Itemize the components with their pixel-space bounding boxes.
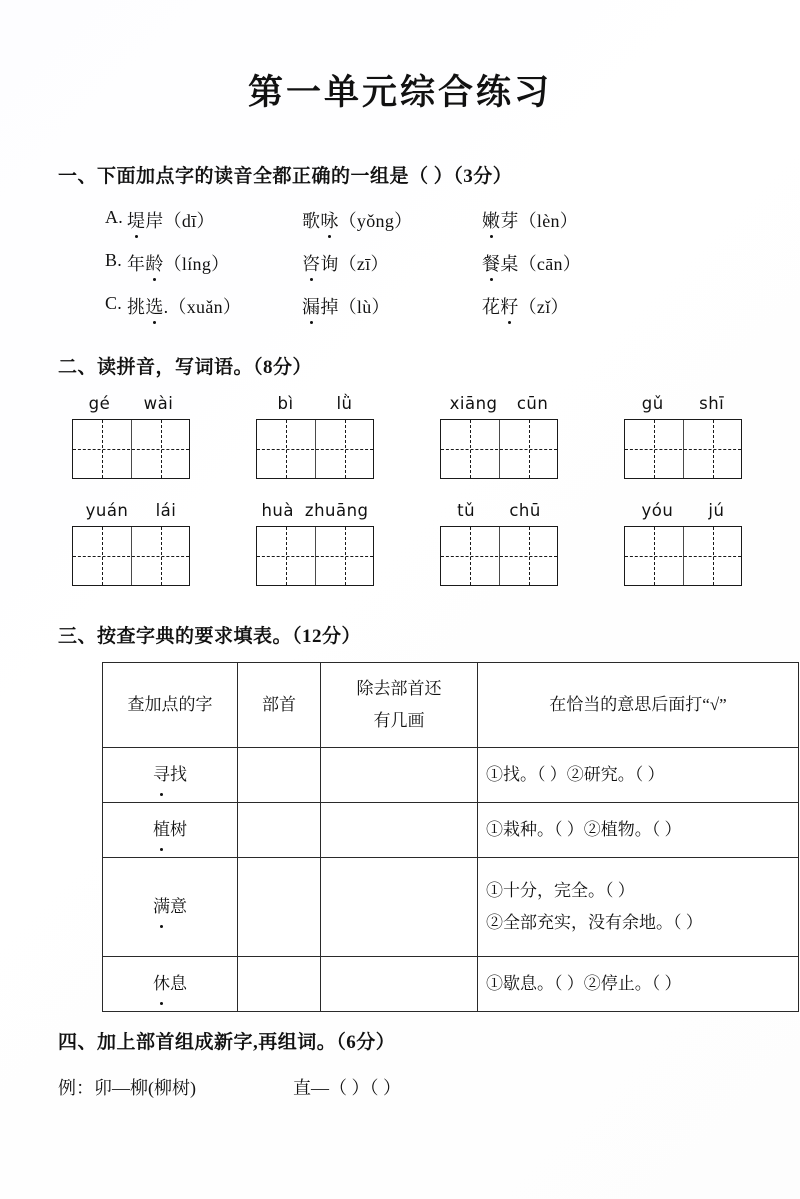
table-header-strokes bbox=[321, 662, 478, 747]
writing-grid-box[interactable] bbox=[624, 419, 742, 479]
option-c-item-1 bbox=[127, 293, 302, 319]
option-a-item-1 bbox=[127, 207, 302, 233]
table-cell-word bbox=[103, 747, 238, 802]
pinyin-label-5 bbox=[72, 501, 190, 521]
option-a-item-2-post: （yǒng） bbox=[338, 210, 413, 231]
pinyin-label-3 bbox=[440, 394, 558, 414]
option-a-item-2-dot: 咏 bbox=[320, 207, 338, 233]
table-row bbox=[103, 802, 799, 857]
table-header-row bbox=[103, 662, 799, 747]
writing-grid-cell[interactable] bbox=[131, 420, 189, 478]
writing-grid-cell[interactable] bbox=[683, 420, 741, 478]
table-cell-strokes-input[interactable] bbox=[321, 802, 478, 857]
pinyin-grid-group-7 bbox=[440, 501, 558, 586]
option-row-c bbox=[0, 293, 800, 319]
option-c-item-1-post: .（xuǎn） bbox=[163, 296, 242, 317]
option-letter-b: B. bbox=[105, 249, 123, 270]
table-row bbox=[103, 857, 799, 956]
table-cell-radical-input[interactable] bbox=[238, 802, 321, 857]
pinyin-syllable: lǜ bbox=[336, 394, 353, 414]
dictionary-lookup-table bbox=[102, 662, 799, 1012]
option-c-item-2-dot: 漏 bbox=[302, 293, 320, 319]
pinyin-syllable: yóu bbox=[641, 501, 674, 521]
section-four-example-row bbox=[0, 1074, 800, 1100]
pinyin-syllable: yuán bbox=[85, 501, 129, 521]
pinyin-grid-group-2 bbox=[256, 394, 374, 479]
page-title: 第一单元综合练习 bbox=[247, 73, 552, 112]
pinyin-grid-group-4 bbox=[624, 394, 742, 479]
writing-grid-box[interactable] bbox=[440, 419, 558, 479]
section-three bbox=[0, 624, 800, 1012]
writing-grid-box[interactable] bbox=[72, 419, 190, 479]
pinyin-syllable: lái bbox=[155, 501, 177, 521]
option-c-item-3-dot: 籽 bbox=[500, 293, 518, 319]
pinyin-syllable: gǔ bbox=[641, 394, 664, 414]
option-a-item-3 bbox=[482, 207, 578, 233]
option-c-item-3 bbox=[482, 293, 569, 319]
option-row-a bbox=[0, 207, 800, 233]
pinyin-label-7 bbox=[440, 501, 558, 521]
writing-grid-cell[interactable] bbox=[683, 527, 741, 585]
section-four-heading: 四、加上部首组成新字,再组词。（6分） bbox=[58, 1031, 396, 1053]
writing-grid-cell[interactable] bbox=[499, 527, 557, 585]
option-b-item-2-dot: 咨 bbox=[302, 250, 320, 276]
table-header-strokes-line2: 有几画 bbox=[373, 710, 425, 730]
writing-grid-box[interactable] bbox=[256, 419, 374, 479]
meaning-option-line: ①歇息。（ ）②停止。（ ） bbox=[486, 974, 682, 994]
table-cell-radical-input[interactable] bbox=[238, 956, 321, 1011]
writing-grid-box[interactable] bbox=[256, 526, 374, 586]
writing-grid-cell[interactable] bbox=[73, 420, 131, 478]
pinyin-label-1 bbox=[72, 394, 190, 414]
word-rest: 意 bbox=[170, 897, 187, 917]
meaning-option-line: ①找。（ ）②研究。（ ） bbox=[486, 765, 665, 785]
example-blank[interactable]: 直—（ ）（ ） bbox=[293, 1077, 401, 1098]
writing-grid-box[interactable] bbox=[624, 526, 742, 586]
table-cell-meaning[interactable] bbox=[478, 747, 799, 802]
option-b-item-3 bbox=[482, 250, 581, 276]
pinyin-label-8 bbox=[624, 501, 742, 521]
section-four bbox=[0, 1030, 800, 1100]
option-a-item-2-pre: 歌 bbox=[302, 210, 321, 231]
pinyin-grid-row-1 bbox=[0, 394, 800, 479]
table-cell-word bbox=[103, 802, 238, 857]
section-one-heading: 一、下面加点字的读音全都正确的一组是（ ）（3分） bbox=[58, 166, 513, 187]
writing-grid-cell[interactable] bbox=[315, 420, 373, 478]
table-row bbox=[103, 956, 799, 1011]
table-row bbox=[103, 747, 799, 802]
writing-grid-cell[interactable] bbox=[625, 420, 683, 478]
writing-grid-cell[interactable] bbox=[441, 420, 499, 478]
option-b-item-2 bbox=[302, 250, 482, 276]
word-rest: 找 bbox=[170, 765, 187, 785]
pinyin-grid-group-6 bbox=[256, 501, 374, 586]
table-cell-radical-input[interactable] bbox=[238, 747, 321, 802]
option-b-item-1-post: （líng） bbox=[163, 253, 230, 274]
pinyin-syllable: zhuāng bbox=[304, 501, 369, 521]
dotted-character: 满 bbox=[153, 891, 170, 922]
option-b-item-3-dot: 餐 bbox=[482, 250, 500, 276]
pinyin-grid-group-8 bbox=[624, 501, 742, 586]
option-a-item-2 bbox=[302, 207, 482, 233]
table-header-meaning: 在恰当的意思后面打“√” bbox=[478, 662, 799, 747]
table-cell-radical-input[interactable] bbox=[238, 857, 321, 956]
pinyin-label-2 bbox=[256, 394, 374, 414]
pinyin-syllable: xiāng bbox=[449, 394, 498, 414]
pinyin-syllable: bì bbox=[277, 394, 294, 414]
pinyin-label-6 bbox=[256, 501, 374, 521]
section-three-heading: 三、按查字典的要求填表。（12分） bbox=[58, 626, 362, 648]
table-cell-word bbox=[103, 857, 238, 956]
writing-grid-cell[interactable] bbox=[257, 527, 315, 585]
meaning-option-line: ②全部充实，没有余地。（ ） bbox=[486, 912, 703, 932]
pinyin-syllable: jú bbox=[708, 501, 725, 521]
table-cell-strokes-input[interactable] bbox=[321, 956, 478, 1011]
word-rest: 息 bbox=[170, 974, 187, 994]
writing-grid-cell[interactable] bbox=[131, 527, 189, 585]
dotted-character: 休 bbox=[153, 968, 170, 999]
option-row-b bbox=[0, 250, 800, 276]
writing-grid-cell[interactable] bbox=[257, 420, 315, 478]
option-c-item-2 bbox=[302, 293, 482, 319]
pinyin-syllable: tǔ bbox=[457, 501, 476, 521]
pinyin-syllable: wài bbox=[143, 394, 174, 414]
writing-grid-box[interactable] bbox=[72, 526, 190, 586]
option-a-item-1-post: 岸（dī） bbox=[145, 210, 215, 231]
word-rest: 树 bbox=[170, 820, 187, 840]
writing-grid-cell[interactable] bbox=[441, 527, 499, 585]
option-b-item-1 bbox=[127, 250, 302, 276]
pinyin-syllable: chū bbox=[509, 501, 541, 521]
meaning-option-line: ①十分，完全。（ ） bbox=[486, 881, 635, 901]
table-header-word: 查加点的字 bbox=[103, 662, 238, 747]
table-cell-meaning[interactable] bbox=[478, 857, 799, 956]
option-letter-c: C. bbox=[105, 292, 123, 313]
section-two bbox=[0, 355, 800, 587]
pinyin-grid-row-2 bbox=[0, 501, 800, 586]
table-header-strokes-line1: 除去部首还 bbox=[356, 679, 442, 699]
section-one bbox=[0, 164, 800, 319]
writing-grid-box[interactable] bbox=[440, 526, 558, 586]
option-letter-a: A. bbox=[105, 206, 124, 227]
option-c-item-3-post: （zǐ） bbox=[518, 296, 569, 317]
option-a-item-3-post: 芽（lèn） bbox=[500, 210, 579, 231]
meaning-option-line: ①栽种。（ ）②植物。（ ） bbox=[486, 820, 682, 840]
option-a-item-1-dot: 堤 bbox=[127, 207, 145, 233]
pinyin-grid-group-3 bbox=[440, 394, 558, 479]
pinyin-label-4 bbox=[624, 394, 742, 414]
option-a-item-3-dot: 嫩 bbox=[482, 207, 500, 233]
option-c-item-1-dot: 选 bbox=[145, 293, 163, 319]
writing-grid-cell[interactable] bbox=[73, 527, 131, 585]
table-cell-strokes-input[interactable] bbox=[321, 747, 478, 802]
option-b-item-2-post: 询（zī） bbox=[320, 253, 389, 274]
pinyin-grid-group-1 bbox=[72, 394, 190, 479]
pinyin-syllable: gé bbox=[88, 394, 111, 414]
table-cell-word bbox=[103, 956, 238, 1011]
table-header-radical: 部首 bbox=[238, 662, 321, 747]
writing-grid-cell[interactable] bbox=[499, 420, 557, 478]
writing-grid-cell[interactable] bbox=[315, 527, 373, 585]
dotted-character: 植 bbox=[153, 814, 170, 845]
option-b-item-1-pre: 年 bbox=[127, 253, 146, 274]
example-prefix: 例：卯—柳(柳树) bbox=[58, 1077, 196, 1098]
pinyin-syllable: huà bbox=[261, 501, 294, 521]
option-c-item-2-post: 掉（lù） bbox=[320, 296, 390, 317]
writing-grid-cell[interactable] bbox=[625, 527, 683, 585]
option-b-item-1-dot: 龄 bbox=[145, 250, 163, 276]
option-b-item-3-post: 桌（cān） bbox=[500, 253, 582, 274]
pinyin-syllable: shī bbox=[699, 394, 725, 414]
dotted-character: 寻 bbox=[153, 759, 170, 790]
table-cell-meaning[interactable] bbox=[478, 956, 799, 1011]
option-c-item-3-pre: 花 bbox=[482, 296, 501, 317]
table-cell-meaning[interactable] bbox=[478, 802, 799, 857]
section-two-heading: 二、读拼音，写词语。（8分） bbox=[58, 356, 313, 378]
pinyin-grid-group-5 bbox=[72, 501, 190, 586]
pinyin-syllable: cūn bbox=[516, 394, 549, 414]
table-cell-strokes-input[interactable] bbox=[321, 857, 478, 956]
option-c-item-1-pre: 挑 bbox=[127, 296, 146, 317]
